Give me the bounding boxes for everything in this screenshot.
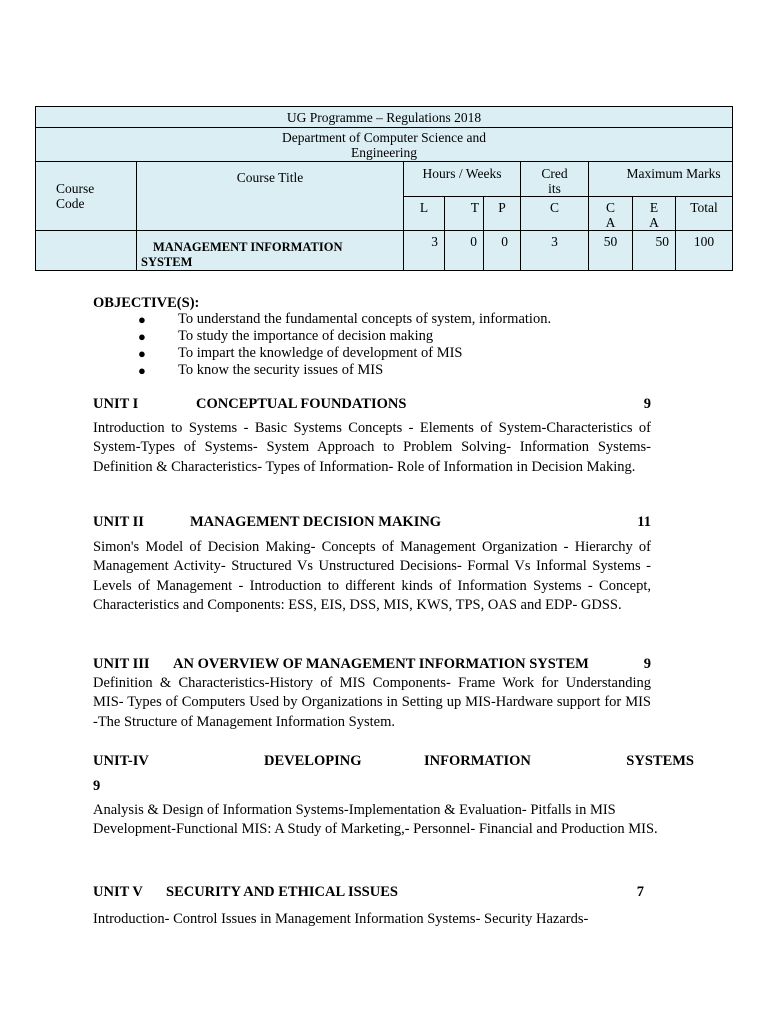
unit-title-word: INFORMATION	[424, 753, 531, 769]
unit-number: UNIT II	[93, 514, 144, 530]
unit-title: AN OVERVIEW OF MANAGEMENT INFORMATION SYSTEM	[173, 656, 589, 672]
ea-value: 50	[633, 231, 676, 271]
credit-value: 3	[521, 231, 589, 271]
course-header-table	[35, 106, 733, 271]
unit-3-heading	[93, 655, 651, 673]
maximum-marks-label: Maximum Marks	[589, 162, 733, 197]
unit-1-body: Introduction to Systems - Basic Systems Concepts - Elements of System-Characteristics of System-Types of Systems- System Approach to Problem Solving- Information Systems- Definition & Characteristics- Types of Information- Role of Information in Decision Making.	[93, 420, 651, 475]
unit-3-body: Definition & Characteristics-History of MIS Components- Frame Work for Understanding MIS- Types of Computers Used by Organizations in Setting up MIS-Hardware support for MIS -The Structure of Management Information System.	[93, 675, 651, 730]
ca-value: 50	[589, 231, 633, 271]
unit-hours: 7	[636, 884, 644, 900]
lecture-label: L	[404, 197, 445, 231]
practical-value: 0	[484, 231, 521, 271]
unit-hours: 9	[643, 656, 651, 672]
department-name	[36, 128, 733, 162]
course-title-value: MANAGEMENT INFORMATION SYSTEM	[137, 231, 404, 271]
unit-5-heading	[93, 883, 644, 901]
course-code-label: Course Code	[36, 162, 137, 231]
ea-label: E A	[633, 197, 676, 231]
unit-title: SECURITY AND ETHICAL ISSUES	[166, 884, 398, 900]
department-line-2: Engineering	[351, 145, 417, 160]
tutorial-value: 0	[445, 231, 484, 271]
unit-title-word: DEVELOPING	[264, 753, 362, 769]
unit-4-body: Analysis & Design of Information Systems-Implementation & Evaluation- Pitfalls in MIS Development-Functional MIS: A Study of Marketing,- Personnel- Financial and Production MIS.	[93, 802, 658, 838]
unit-number: UNIT V	[93, 884, 143, 900]
unit-5-body: Introduction- Control Issues in Management Information Systems- Security Hazards-	[93, 911, 589, 927]
unit-title: MANAGEMENT DECISION MAKING	[190, 514, 442, 530]
ca-label: C A	[589, 197, 633, 231]
unit-4-heading	[93, 752, 694, 770]
programme-title: UG Programme – Regulations 2018	[36, 107, 733, 128]
unit-title: CONCEPTUAL FOUNDATIONS	[196, 396, 407, 412]
course-code-value	[36, 231, 137, 271]
unit-hours: 11	[637, 514, 651, 530]
unit-4-hours	[93, 777, 651, 795]
unit-number: UNIT III	[93, 656, 150, 672]
hours-weeks-label: Hours / Weeks	[404, 162, 521, 197]
unit-hours: 9	[643, 396, 651, 412]
unit-1-heading	[93, 395, 651, 413]
course-title-label: Course Title	[137, 162, 404, 231]
total-value: 100	[676, 231, 733, 271]
credit-c-label: C	[521, 197, 589, 231]
objectives-title: OBJECTIVE(S):	[93, 295, 200, 311]
department-line-1: Department of Computer Science and	[282, 130, 486, 145]
practical-label: P	[484, 197, 521, 231]
unit-title-word: SYSTEMS	[626, 753, 694, 769]
list-item: ● To understand the fundamental concepts of system, information.	[138, 311, 551, 328]
tutorial-label: T	[445, 197, 484, 231]
objectives-list	[138, 311, 551, 379]
unit-2-body: Simon's Model of Decision Making- Concepts of Management Organization - Hierarchy of Management Activity- Structured Vs Unstructured Decisions- Formal Vs Informal Systems - Levels of Management - Introduction to different kinds of Information Systems - Concept, Characteristics and Components: ESS, EIS, DSS, MIS, KWS, TPS, OAS and EDP- GDSS.	[93, 539, 651, 614]
list-item: ● To impart the knowledge of development of MIS	[138, 345, 551, 362]
credits-label: Cred its	[521, 162, 589, 197]
lecture-value: 3	[404, 231, 445, 271]
unit-number: UNIT-IV	[93, 753, 149, 769]
unit-number: UNIT I	[93, 396, 139, 412]
unit-hours: 9	[93, 778, 101, 794]
unit-2-heading	[93, 513, 651, 531]
list-item: ● To study the importance of decision making	[138, 328, 551, 345]
list-item: ● To know the security issues of MIS	[138, 362, 551, 379]
total-label: Total	[676, 197, 733, 231]
